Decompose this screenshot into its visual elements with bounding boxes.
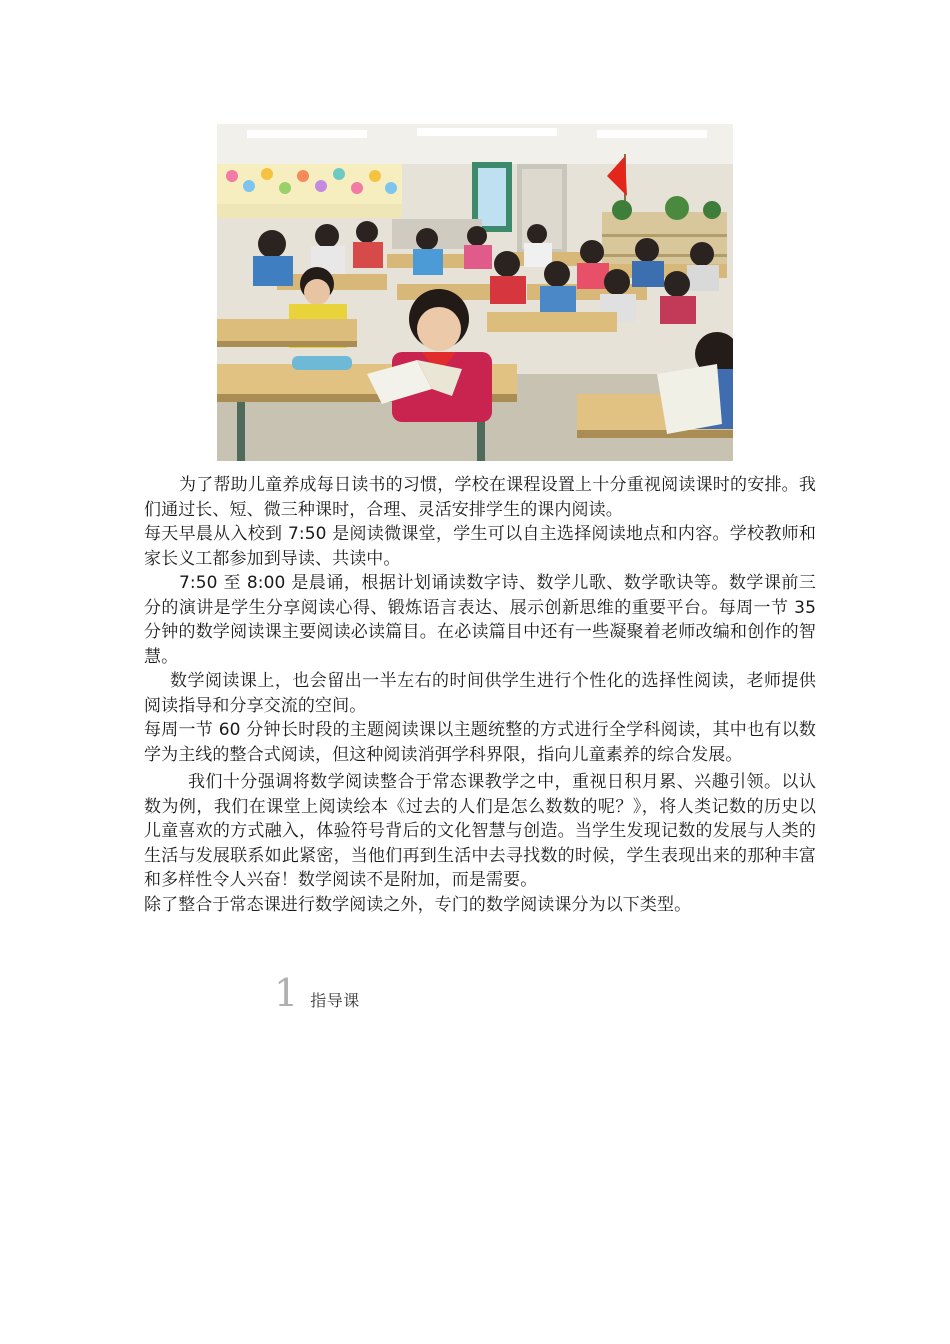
paragraph-3: 7:50 至 8:00 是晨诵，根据计划诵读数字诗、数学儿歌、数学歌诀等。数学课前三分的演讲是学生分享阅读心得、锻炼语言表达、展示创新思维的重要平台。每周一节 35 分钟的数学阅读课主要阅读必读篇目。在必读篇目中还有一些凝聚着老师改编和创作的智慧。: [144, 573, 816, 667]
section-heading: [274, 971, 360, 1015]
paragraph-1: 为了帮助儿童养成每日读书的习惯，学校在课程设置上十分重视阅读课时的安排。我们通过长、短、微三种课时，合理、灵活安排学生的课内阅读。: [144, 475, 816, 520]
paragraph-6: 我们十分强调将数学阅读整合于常态课教学之中，重视日积月累、兴趣引领。以认数为例，我们在课堂上阅读绘本《过去的人们是怎么数数的呢？》，将人类记数的历史以儿童喜欢的方式融入，体验符号背后的文化智慧与创造。当学生发现记数的发展与人类的生活与发展联系如此紧密，当他们再到生活中去寻找数的时候，学生表现出来的那种丰富和多样性令人兴奋！数学阅读不是附加，而是需要。: [144, 772, 816, 890]
section-title: 指导课: [310, 991, 360, 1010]
paragraph-5: 每周一节 60 分钟长时段的主题阅读课以主题统整的方式进行全学科阅读，其中也有以数学为主线的整合式阅读，但这种阅读消弭学科界限，指向儿童素养的综合发展。: [144, 720, 816, 765]
paragraph-7: 除了整合于常态课进行数学阅读之外，专门的数学阅读课分为以下类型。: [144, 894, 692, 915]
paragraph-4: 数学阅读课上，也会留出一半左右的时间供学生进行个性化的选择性阅读，老师提供阅读指导和分享交流的空间。: [144, 671, 816, 716]
section-number: 1: [274, 971, 299, 1015]
classroom-photo: [217, 124, 733, 461]
document-body: [144, 473, 816, 917]
paragraph-2: 每天早晨从入校到 7:50 是阅读微课堂，学生可以自主选择阅读地点和内容。学校教师和家长义工都参加到导读、共读中。: [144, 524, 816, 569]
